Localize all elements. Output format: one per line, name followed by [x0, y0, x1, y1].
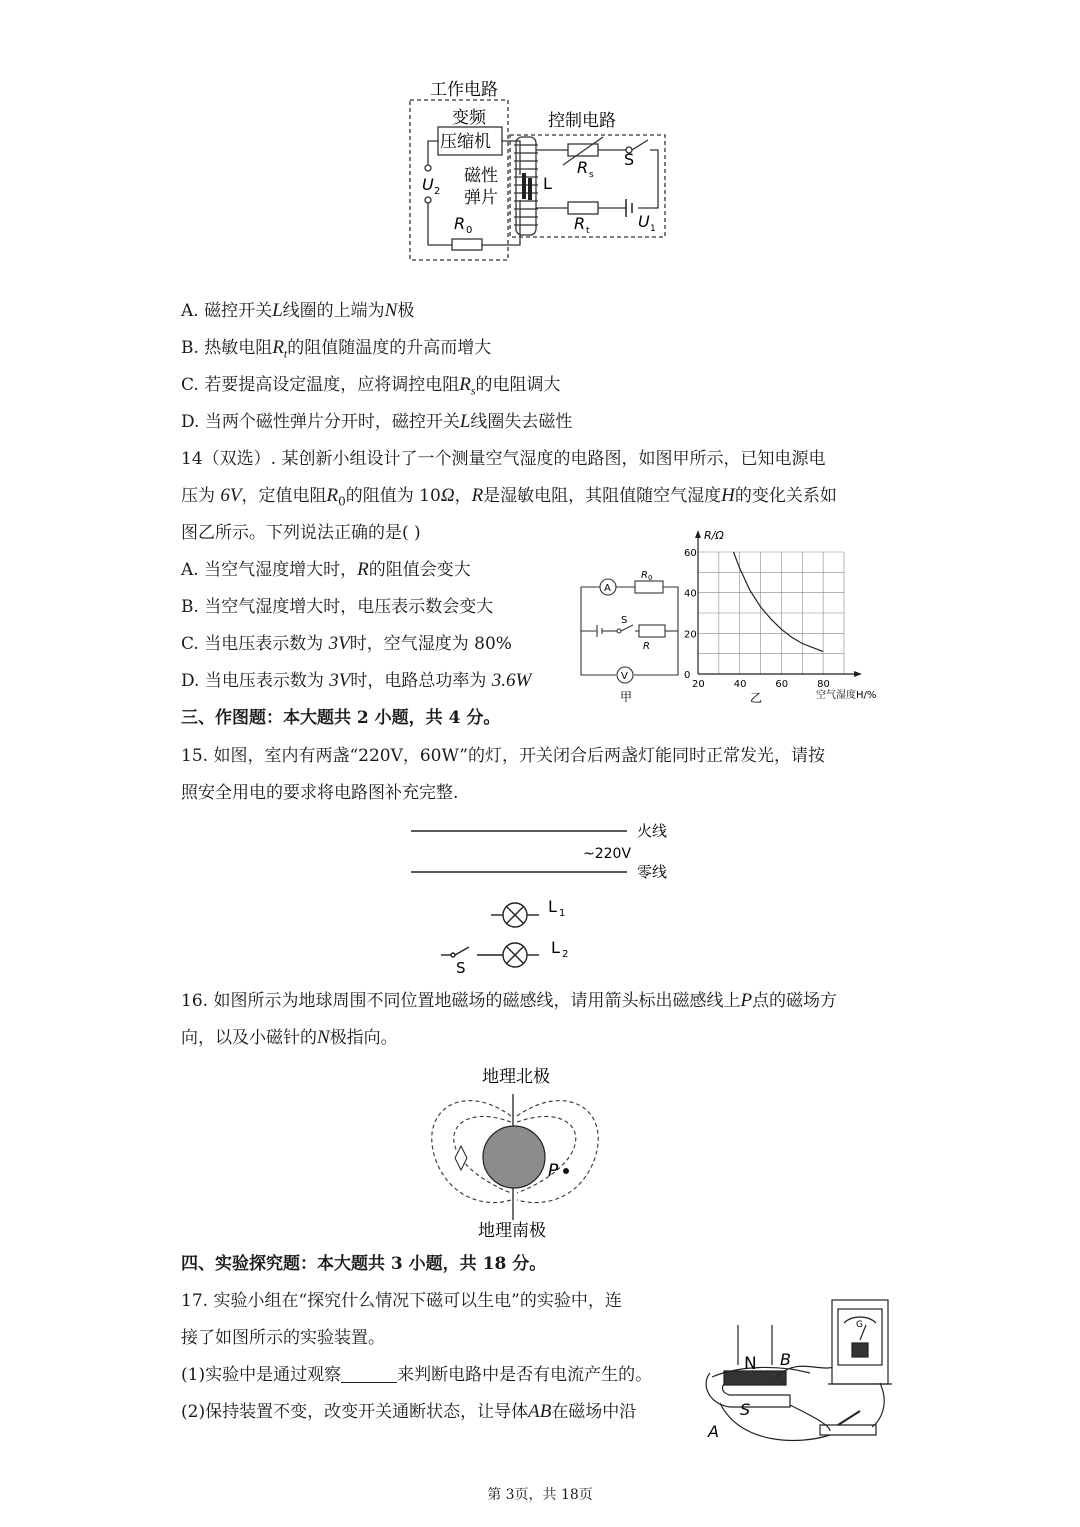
jia-label: 甲: [620, 690, 633, 704]
figure-15-household-circuit: [405, 815, 685, 985]
switch-s-label: S: [624, 150, 635, 169]
r0-resistor: [635, 581, 663, 593]
q16-line-1: 16. 如图所示为地球周围不同位置地磁场的磁感线，请用箭头标出磁感线上P点的磁场方: [181, 990, 838, 1011]
answer-blank[interactable]: [341, 1364, 397, 1383]
ammeter-label: A: [604, 583, 611, 594]
section-4-heading: 四、实验探究题：本大题共 3 小题，共 18 分。: [181, 1254, 547, 1274]
y-tick-label: 0: [684, 670, 691, 681]
point-b-label: B: [780, 1350, 791, 1369]
figure-14-circuit-jia: [575, 565, 685, 705]
lamp-l1-sub: 1: [559, 908, 566, 919]
u1-label: U: [638, 212, 650, 231]
compressor-label-1: 变频: [452, 108, 486, 128]
south-label: S: [740, 1400, 751, 1419]
r0-label: R: [454, 214, 466, 233]
point-p-label: P: [548, 1161, 559, 1181]
rs-label: R: [577, 158, 589, 177]
galvanometer-label: G: [856, 1320, 863, 1330]
u1-sub: 1: [650, 224, 656, 234]
north-pole-label: 地理北极: [482, 1067, 550, 1087]
compass-needle-icon: [455, 1146, 467, 1170]
lamp-l2-label: L: [551, 938, 560, 957]
q14-line-3: 图乙所示。下列说法正确的是( ): [181, 523, 421, 543]
x-tick-label: 20: [692, 679, 705, 690]
live-wire-label: 火线: [637, 822, 668, 840]
q14-line-1: 14（双选）. 某创新小组设计了一个测量空气湿度的电路图，如图甲所示，已知电源电: [181, 449, 826, 469]
earth-icon: [483, 1126, 545, 1188]
q17-line-3: (1)实验中是通过观察 来判断电路中是否有电流产生的。: [181, 1365, 653, 1385]
switch-s-label: S: [456, 959, 466, 977]
y-tick-label: 40: [684, 588, 697, 600]
compressor-label-2: 压缩机: [440, 132, 491, 152]
lamp-l2-sub: 2: [562, 949, 569, 960]
x-tick-label: 80: [817, 679, 830, 690]
point-a-label: A: [708, 1422, 719, 1441]
r0-resistor: [452, 239, 482, 250]
coil-label: L: [543, 174, 552, 193]
section-3-heading: 三、作图题：本大题共 2 小题，共 4 分。: [181, 708, 501, 728]
x-tick-label: 40: [733, 679, 747, 690]
q14-option-d: D. 当电压表示数为 3V时，电路总功率为 3.6W: [181, 670, 532, 691]
switch-label: S: [621, 615, 628, 626]
galvanometer-icon: [832, 1300, 888, 1384]
rs-sub: s: [589, 170, 594, 180]
y-tick-label: 20: [684, 629, 697, 641]
x-axis-label: 空气湿度H/%: [816, 690, 877, 701]
rs-resistor: [568, 144, 598, 156]
figure-13-circuit: [400, 75, 680, 270]
q17-line-1: 17. 实验小组在“探究什么情况下磁可以生电”的实验中，连: [181, 1291, 622, 1311]
q17-line-2: 接了如图所示的实验装置。: [181, 1328, 385, 1348]
rt-resistor: [568, 202, 598, 214]
x-axis-arrow: [854, 671, 862, 677]
q15-line-1: 15. 如图，室内有两盏“220V，60W”的灯，开关闭合后两盏灯能同时正常发光，请按: [181, 746, 825, 766]
lamp-l1-label: L: [548, 897, 557, 916]
point-p: [563, 1168, 569, 1174]
voltage-label: ~220V: [583, 846, 632, 862]
q15-line-2: 照安全用电的要求将电路图补充完整.: [181, 783, 459, 803]
r0-sub: 0: [648, 574, 653, 582]
rt-label: R: [574, 214, 586, 233]
y-axis-label: R/Ω: [704, 529, 724, 542]
voltmeter-label: V: [621, 671, 628, 682]
q13-option-a: A. 磁控开关L线圈的上端为N极: [181, 300, 415, 321]
series-line: [734, 552, 824, 652]
y-tick-label: 60: [684, 548, 697, 559]
r0-sub: 0: [466, 225, 473, 236]
figure-17-apparatus: [700, 1295, 900, 1455]
south-pole-label: 地理南极: [478, 1221, 546, 1241]
q13-option-b: B. 热敏电阻$R_t$的阻值随温度的升高而增大: [181, 337, 492, 361]
neutral-wire-label: 零线: [637, 863, 668, 881]
rt-sub: t: [586, 226, 590, 236]
magnetic-reed-label-2: 弹片: [464, 188, 498, 208]
figure-14-chart-yi: [680, 524, 895, 709]
q13-option-c: C. 若要提高设定温度，应将调控电阻$R_s$的电阻调大: [181, 374, 561, 398]
q13-option-d: D. 当两个磁性弹片分开时，磁控开关L线圈失去磁性: [181, 411, 573, 432]
q14-option-b: B. 当空气湿度增大时，电压表示数会变大: [181, 597, 494, 617]
q14-option-a: A. 当空气湿度增大时，R的阻值会变大: [181, 559, 471, 580]
r0-label: R: [641, 570, 648, 581]
figure-16-earth-magnetic-field: [425, 1058, 605, 1248]
q14-line-2: 压为 6V，定值电阻$R_0$的阻值为 10Ω，R是湿敏电阻，其阻值随空气湿度H的变化关系如: [181, 485, 837, 509]
magnetic-reed-label-1: 磁性: [464, 166, 498, 186]
q14-option-c: C. 当电压表示数为 3V时，空气湿度为 80%: [181, 633, 512, 654]
u2-label: U: [422, 175, 434, 194]
page-footer: 第 3页，共 18页: [487, 1487, 593, 1503]
north-label: N: [744, 1354, 757, 1374]
x-tick-label: 60: [775, 679, 789, 690]
q17-line-4: (2)保持装置不变，改变开关通断状态，让导体AB在磁场中沿: [181, 1401, 637, 1422]
r-resistor: [639, 625, 665, 637]
work-circuit-label: 工作电路: [430, 80, 498, 100]
q16-line-2: 向，以及小磁针的N极指向。: [181, 1027, 398, 1048]
u2-sub: 2: [434, 186, 441, 197]
r-label: R: [643, 641, 650, 652]
yi-label: 乙: [750, 691, 763, 705]
control-circuit-label: 控制电路: [548, 111, 616, 131]
y-axis-arrow: [695, 530, 701, 538]
